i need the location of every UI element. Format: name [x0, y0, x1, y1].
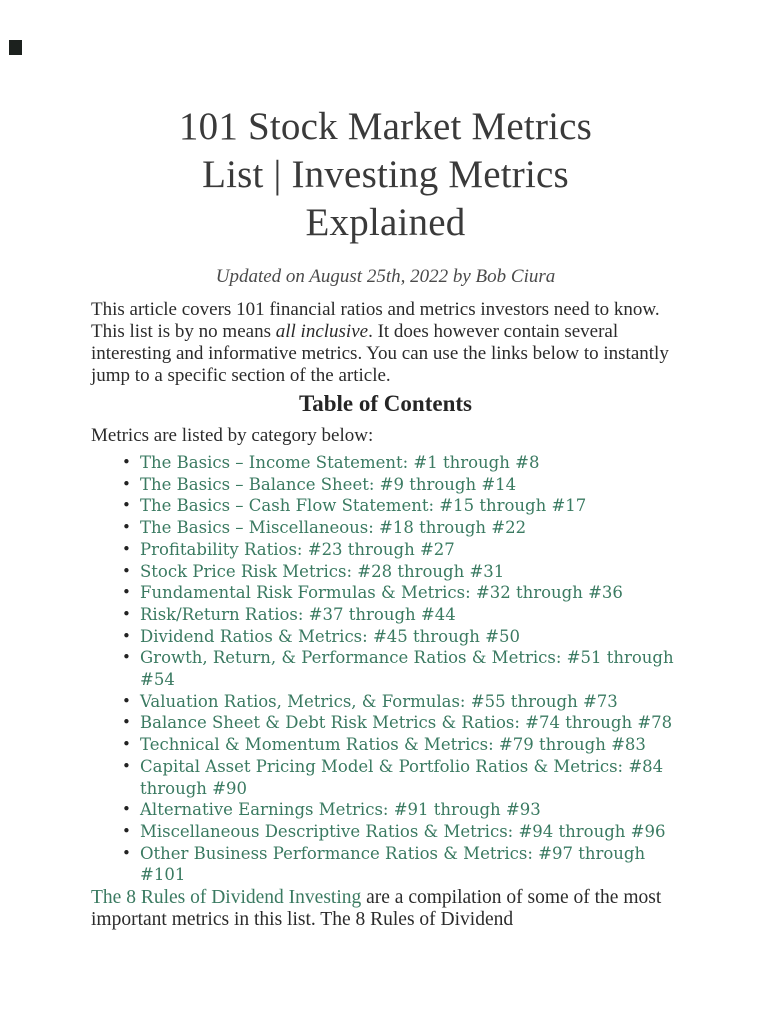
toc-list-item	[91, 821, 680, 843]
toc-link-capm-portfolio[interactable]: Capital Asset Pricing Model & Portfolio Ratios & Metrics: #84 through #90	[140, 756, 664, 798]
toc-list	[91, 452, 680, 886]
toc-list-item	[91, 561, 680, 583]
intro-p2-italic: all inclusive	[275, 321, 369, 342]
intro-p2-pre: This list is by no means	[91, 321, 276, 342]
intro-p2-post: . It does however contain several interesting and informative metrics. You can use the links below to instantly jump to a specific section of the article.	[91, 321, 669, 386]
byline: Updated on August 25th, 2022 by Bob Ciura	[215, 266, 556, 287]
page-title-line-2: List | Investing Metrics	[202, 153, 569, 196]
toc-list-item	[91, 756, 680, 799]
toc-link-balance-sheet-debt-risk[interactable]: Balance Sheet & Debt Risk Metrics & Ratios: #74 through #78	[140, 713, 673, 733]
toc-link-basics-miscellaneous[interactable]: The Basics – Miscellaneous: #18 through #22	[140, 518, 527, 538]
toc-list-item	[91, 734, 680, 756]
toc-list-item	[91, 843, 680, 886]
page-title-line-3: Explained	[305, 201, 466, 244]
toc-list-item	[91, 712, 680, 734]
toc-link-valuation-ratios[interactable]: Valuation Ratios, Metrics, & Formulas: #55 through #73	[140, 691, 618, 711]
outro-paragraph	[91, 887, 679, 931]
toc-list-item	[91, 452, 680, 474]
toc-link-growth-return-performance[interactable]: Growth, Return, & Performance Ratios & Metrics: #51 through #54	[140, 648, 674, 690]
toc-link-stock-price-risk[interactable]: Stock Price Risk Metrics: #28 through #31	[140, 561, 505, 581]
toc-list-item	[91, 799, 680, 821]
toc-link-other-business-performance[interactable]: Other Business Performance Ratios & Metrics: #97 through #101	[140, 843, 646, 885]
toc-heading: Table of Contents	[299, 391, 472, 416]
toc-list-item	[91, 626, 680, 648]
toc-link-basics-cash-flow[interactable]: The Basics – Cash Flow Statement: #15 through #17	[140, 496, 587, 516]
toc-link-risk-return-ratios[interactable]: Risk/Return Ratios: #37 through #44	[140, 604, 456, 624]
toc-link-profitability-ratios[interactable]: Profitability Ratios: #23 through #27	[140, 539, 455, 559]
toc-list-item	[91, 539, 680, 561]
toc-list-item	[91, 691, 680, 713]
toc-link-fundamental-risk[interactable]: Fundamental Risk Formulas & Metrics: #32 through #36	[140, 583, 623, 603]
toc-list-item	[91, 647, 680, 690]
eight-rules-dividend-investing-link[interactable]: The 8 Rules of Dividend Investing	[91, 887, 362, 909]
toc-list-item	[91, 604, 680, 626]
toc-list-item	[91, 474, 680, 496]
page-title-line-1: 101 Stock Market Metrics	[178, 105, 593, 148]
toc-link-basics-income-statement[interactable]: The Basics – Income Statement: #1 through #8	[140, 453, 540, 472]
outro-text: are a compilation of some of the most important metrics in this list. The 8 Rules of Dividend	[91, 887, 662, 931]
toc-list-item	[91, 582, 680, 604]
toc-link-basics-balance-sheet[interactable]: The Basics – Balance Sheet: #9 through #14	[140, 474, 517, 494]
intro-section	[91, 299, 680, 387]
toc-link-dividend-ratios[interactable]: Dividend Ratios & Metrics: #45 through #50	[140, 626, 520, 646]
toc-link-technical-momentum[interactable]: Technical & Momentum Ratios & Metrics: #79 through #83	[140, 735, 646, 755]
page-title	[91, 103, 680, 247]
toc-list-item	[91, 517, 680, 539]
intro-paragraph-1: This article covers 101 financial ratios and metrics investors need to know.	[91, 299, 660, 320]
toc-link-misc-descriptive[interactable]: Miscellaneous Descriptive Ratios & Metrics: #94 through #96	[140, 821, 666, 841]
toc-link-alternative-earnings[interactable]: Alternative Earnings Metrics: #91 through #93	[140, 800, 541, 820]
toc-lead: Metrics are listed by category below:	[91, 425, 374, 446]
toc-list-item	[91, 495, 680, 517]
intro-paragraph-2	[91, 321, 680, 387]
